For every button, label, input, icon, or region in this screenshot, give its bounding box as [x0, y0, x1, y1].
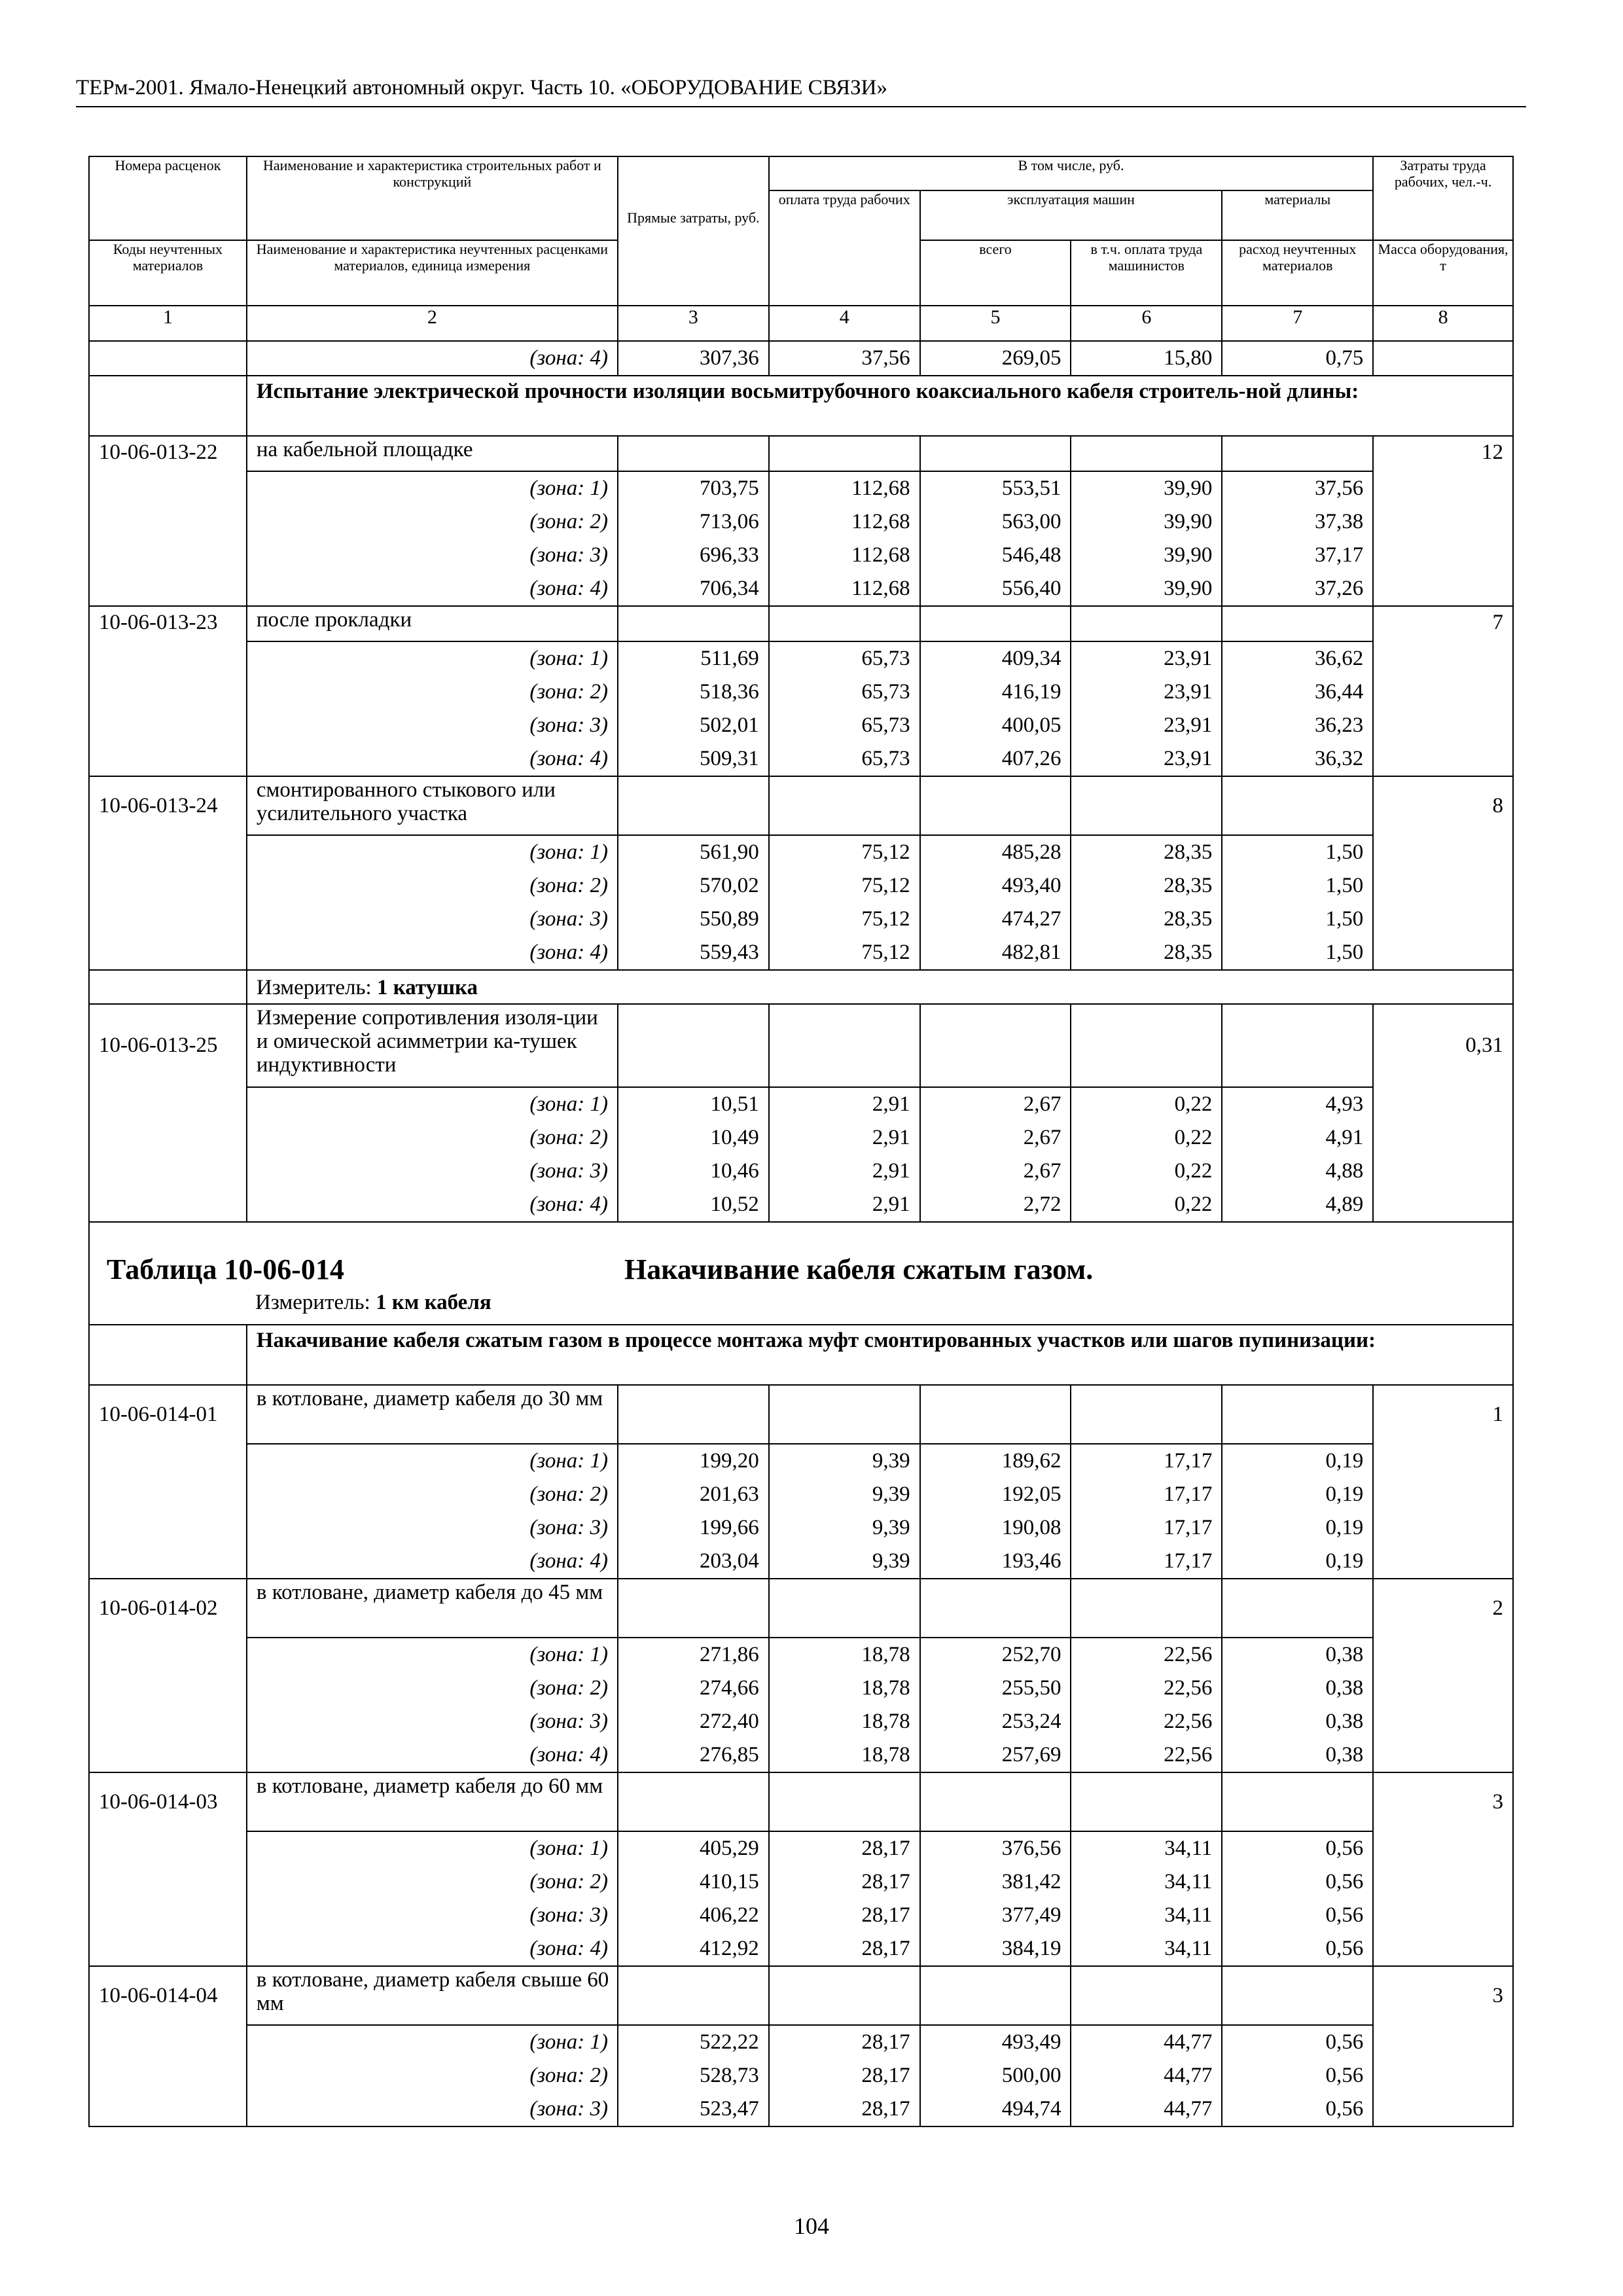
- machines-header: эксплуатация машин: [920, 190, 1222, 240]
- materials-cost: 36,44: [1222, 675, 1373, 709]
- machines-total: 474,27: [920, 903, 1071, 936]
- col5-header: всего: [920, 240, 1071, 306]
- zone-row: [89, 742, 1513, 776]
- machinists-pay: 39,90: [1071, 539, 1222, 572]
- materials-cost: 0,56: [1222, 1831, 1373, 1865]
- materials-cost: 0,19: [1222, 1545, 1373, 1579]
- materials-cost: 37,38: [1222, 505, 1373, 539]
- zone-label: (зона: 3): [247, 1705, 618, 1738]
- rate-code: 10-06-014-01: [89, 1385, 247, 1579]
- labor-pay: 28,17: [769, 2059, 920, 2092]
- machines-total: 482,81: [920, 936, 1071, 970]
- zone-label: (зона: 3): [247, 1155, 618, 1188]
- materials-cost: 0,19: [1222, 1444, 1373, 1478]
- zone-row: [89, 903, 1513, 936]
- rate-title-row: [89, 1004, 1513, 1087]
- zone-label: (зона: 2): [247, 2059, 618, 2092]
- zone-label: (зона: 1): [247, 2025, 618, 2059]
- machinists-pay: 44,77: [1071, 2092, 1222, 2126]
- machines-total: 193,46: [920, 1545, 1071, 1579]
- machinists-pay: 28,35: [1071, 936, 1222, 970]
- labor-pay: 65,73: [769, 641, 920, 675]
- rate-code: 10-06-013-25: [89, 1004, 247, 1222]
- materials-cost: 36,32: [1222, 742, 1373, 776]
- zone-row: [89, 1899, 1513, 1932]
- direct-cost: 703,75: [618, 471, 769, 505]
- zone-label: (зона: 4): [247, 341, 618, 376]
- column-number: 5: [920, 306, 1071, 341]
- direct-cost: 570,02: [618, 869, 769, 903]
- rate-code: 10-06-013-22: [89, 436, 247, 606]
- col2-bottom-header: Наименование и характеристика неучтенных расценками материалов, единица измерения: [247, 240, 618, 306]
- machinists-pay: 34,11: [1071, 1899, 1222, 1932]
- zone-label: (зона: 1): [247, 1831, 618, 1865]
- column-numbers-row: [89, 306, 1513, 341]
- labor-pay: 2,91: [769, 1188, 920, 1222]
- machinists-pay: 39,90: [1071, 572, 1222, 606]
- column-number: 3: [618, 306, 769, 341]
- col2-top-header: Наименование и характеристика строительных работ и конструкций: [247, 156, 618, 240]
- group-header: В том числе, руб.: [769, 156, 1373, 190]
- machines-total: 253,24: [920, 1705, 1071, 1738]
- materials-cost: 1,50: [1222, 936, 1373, 970]
- zone-row: [89, 936, 1513, 970]
- zone-label: (зона: 4): [247, 1188, 618, 1222]
- measure-label: Измеритель:: [256, 976, 377, 999]
- rate-title-row: [89, 1385, 1513, 1444]
- column-number: 1: [89, 306, 247, 341]
- labor-pay: 75,12: [769, 936, 920, 970]
- direct-cost: 199,20: [618, 1444, 769, 1478]
- rate-title-row: [89, 1966, 1513, 2025]
- direct-cost: 511,69: [618, 641, 769, 675]
- zone-row: [89, 1188, 1513, 1222]
- rate-title-row: [89, 606, 1513, 641]
- direct-cost: 713,06: [618, 505, 769, 539]
- labor-cost: 8: [1373, 776, 1513, 970]
- table-title-row: [89, 1222, 1513, 1325]
- machines-total: 400,05: [920, 709, 1071, 742]
- zone-label: (зона: 2): [247, 1672, 618, 1705]
- materials-cost: 1,50: [1222, 869, 1373, 903]
- labor-cost: 12: [1373, 436, 1513, 606]
- zone-row: [89, 471, 1513, 505]
- labor-pay: 28,17: [769, 1831, 920, 1865]
- page-number: 104: [794, 2213, 829, 2239]
- labor-pay: 18,78: [769, 1705, 920, 1738]
- direct-cost: 10,52: [618, 1188, 769, 1222]
- materials-cost: 0,38: [1222, 1672, 1373, 1705]
- section-heading-row: [89, 1325, 1513, 1385]
- page-header: ТЕРм-2001. Ямало-Ненецкий автономный округ. Часть 10. «ОБОРУДОВАНИЕ СВЯЗИ»: [76, 72, 1526, 107]
- materials-cost: 1,50: [1222, 835, 1373, 869]
- rate-name: Измерение сопротивления изоля-ции и омической асимметрии ка-тушек индуктивности: [247, 1004, 618, 1087]
- machinists-pay: 44,77: [1071, 2025, 1222, 2059]
- col8-top-header: Затраты труда рабочих, чел.-ч.: [1373, 156, 1513, 240]
- labor-pay: 9,39: [769, 1444, 920, 1478]
- measure-label: Измеритель:: [255, 1291, 376, 1314]
- labor-pay: 37,56: [769, 341, 920, 376]
- column-number: 8: [1373, 306, 1513, 341]
- machines-total: 485,28: [920, 835, 1071, 869]
- zone-row: [89, 675, 1513, 709]
- zone-row: [89, 505, 1513, 539]
- labor-cost: 2: [1373, 1579, 1513, 1772]
- col6-header: в т.ч. оплата труда машинистов: [1071, 240, 1222, 306]
- machines-total: 546,48: [920, 539, 1071, 572]
- direct-cost: 203,04: [618, 1545, 769, 1579]
- zone-label: (зона: 1): [247, 835, 618, 869]
- machinists-pay: 0,22: [1071, 1155, 1222, 1188]
- zone-label: (зона: 2): [247, 1121, 618, 1155]
- zone-label: (зона: 4): [247, 572, 618, 606]
- labor-pay: 75,12: [769, 835, 920, 869]
- direct-cost: 307,36: [618, 341, 769, 376]
- zone-label: (зона: 4): [247, 1545, 618, 1579]
- materials-cost: 0,56: [1222, 1865, 1373, 1899]
- machines-total: 2,67: [920, 1087, 1071, 1121]
- materials-cost: 0,56: [1222, 1932, 1373, 1966]
- direct-cost: 410,15: [618, 1865, 769, 1899]
- zone-label: (зона: 4): [247, 1738, 618, 1772]
- zone-row: [89, 572, 1513, 606]
- rate-name: в котловане, диаметр кабеля до 60 мм: [247, 1772, 618, 1831]
- zone-row: [89, 1831, 1513, 1865]
- table-number: Таблица 10-06-014: [107, 1253, 344, 1285]
- machines-total: 381,42: [920, 1865, 1071, 1899]
- rate-code: 10-06-014-02: [89, 1579, 247, 1772]
- rate-name: в котловане, диаметр кабеля свыше 60 мм: [247, 1966, 618, 2025]
- zone-label: (зона: 3): [247, 709, 618, 742]
- machines-total: 189,62: [920, 1444, 1071, 1478]
- column-number: 6: [1071, 306, 1222, 341]
- machinists-pay: 44,77: [1071, 2059, 1222, 2092]
- zone-row: [89, 709, 1513, 742]
- machines-total: 377,49: [920, 1899, 1071, 1932]
- rate-name: на кабельной площадке: [247, 436, 618, 471]
- rate-title-row: [89, 436, 1513, 471]
- measure-unit: 1 км кабеля: [376, 1291, 491, 1314]
- labor-pay: 28,17: [769, 1865, 920, 1899]
- zone-row: [89, 1444, 1513, 1478]
- zone-label: (зона: 3): [247, 2092, 618, 2126]
- materials-cost: 36,62: [1222, 641, 1373, 675]
- zone-row: [89, 1511, 1513, 1545]
- direct-cost: 509,31: [618, 742, 769, 776]
- machines-total: 2,67: [920, 1155, 1071, 1188]
- machinists-pay: 34,11: [1071, 1932, 1222, 1966]
- col4-header: оплата труда рабочих: [769, 190, 920, 306]
- rate-title-row: [89, 1579, 1513, 1638]
- machinists-pay: 34,11: [1071, 1831, 1222, 1865]
- machinists-pay: 23,91: [1071, 675, 1222, 709]
- machines-total: 255,50: [920, 1672, 1071, 1705]
- machinists-pay: 17,17: [1071, 1511, 1222, 1545]
- rate-name: в котловане, диаметр кабеля до 30 мм: [247, 1385, 618, 1444]
- zone-row: [89, 2025, 1513, 2059]
- machinists-pay: 0,22: [1071, 1087, 1222, 1121]
- machines-total: 376,56: [920, 1831, 1071, 1865]
- machinists-pay: 17,17: [1071, 1478, 1222, 1511]
- labor-pay: 9,39: [769, 1511, 920, 1545]
- labor-pay: 9,39: [769, 1478, 920, 1511]
- zone-row: [89, 1121, 1513, 1155]
- zone-row: [89, 835, 1513, 869]
- zone-label: (зона: 1): [247, 1444, 618, 1478]
- materials-cost: 4,88: [1222, 1155, 1373, 1188]
- machinists-pay: 23,91: [1071, 641, 1222, 675]
- materials-cost: 0,56: [1222, 2092, 1373, 2126]
- zone-label: (зона: 3): [247, 539, 618, 572]
- zone-row: [89, 641, 1513, 675]
- direct-cost: 201,63: [618, 1478, 769, 1511]
- zone-label: (зона: 2): [247, 675, 618, 709]
- machines-total: 493,40: [920, 869, 1071, 903]
- zone-label: (зона: 2): [247, 1478, 618, 1511]
- table-body: [89, 156, 1513, 2126]
- machines-total: 2,72: [920, 1188, 1071, 1222]
- direct-cost: 550,89: [618, 903, 769, 936]
- zone-row: [89, 1638, 1513, 1672]
- machines-total: 257,69: [920, 1738, 1071, 1772]
- rate-code: 10-06-013-24: [89, 776, 247, 970]
- machinists-pay: 28,35: [1071, 835, 1222, 869]
- materials-cost: 4,89: [1222, 1188, 1373, 1222]
- direct-cost: 274,66: [618, 1672, 769, 1705]
- zone-label: (зона: 1): [247, 641, 618, 675]
- col3-header: Прямые затраты, руб.: [618, 156, 769, 306]
- column-number: 7: [1222, 306, 1373, 341]
- materials-cost: 37,26: [1222, 572, 1373, 606]
- labor-cost: 7: [1373, 606, 1513, 776]
- col8-bottom-header: Масса оборудования, т: [1373, 240, 1513, 306]
- materials-header: материалы: [1222, 190, 1373, 240]
- section-heading-row: [89, 376, 1513, 436]
- machines-total: 416,19: [920, 675, 1071, 709]
- rates-table: [88, 156, 1514, 2127]
- labor-pay: 2,91: [769, 1155, 920, 1188]
- materials-cost: 36,23: [1222, 709, 1373, 742]
- materials-cost: 0,38: [1222, 1638, 1373, 1672]
- zone-row: [89, 1087, 1513, 1121]
- materials-cost: 0,19: [1222, 1478, 1373, 1511]
- labor-cost: 0,31: [1373, 1004, 1513, 1222]
- zone-label: (зона: 3): [247, 1511, 618, 1545]
- zone-row: [89, 1672, 1513, 1705]
- zone-row: [89, 1865, 1513, 1899]
- direct-cost: 502,01: [618, 709, 769, 742]
- direct-cost: 522,22: [618, 2025, 769, 2059]
- machines-total: 384,19: [920, 1932, 1071, 1966]
- direct-cost: 559,43: [618, 936, 769, 970]
- direct-cost: 10,46: [618, 1155, 769, 1188]
- rate-name: в котловане, диаметр кабеля до 45 мм: [247, 1579, 618, 1638]
- machines-total: 2,67: [920, 1121, 1071, 1155]
- machines-total: 190,08: [920, 1511, 1071, 1545]
- col1-bottom-header: Коды неучтенных материалов: [89, 240, 247, 306]
- rate-code: 10-06-014-03: [89, 1772, 247, 1966]
- zone-row: [89, 1738, 1513, 1772]
- machinists-pay: 28,35: [1071, 869, 1222, 903]
- machinists-pay: 23,91: [1071, 709, 1222, 742]
- zone-label: (зона: 2): [247, 869, 618, 903]
- labor-pay: 112,68: [769, 572, 920, 606]
- machinists-pay: 22,56: [1071, 1638, 1222, 1672]
- rate-title-row: [89, 776, 1513, 835]
- zone-row: [89, 1545, 1513, 1579]
- machinists-pay: 34,11: [1071, 1865, 1222, 1899]
- zone-label: (зона: 1): [247, 1087, 618, 1121]
- labor-pay: 65,73: [769, 742, 920, 776]
- labor-cost: 1: [1373, 1385, 1513, 1579]
- zone-label: (зона: 3): [247, 903, 618, 936]
- machinists-pay: 22,56: [1071, 1672, 1222, 1705]
- rate-code: 10-06-014-04: [89, 1966, 247, 2126]
- labor-pay: 28,17: [769, 2092, 920, 2126]
- zone-row: [89, 1155, 1513, 1188]
- zone-label: (зона: 4): [247, 936, 618, 970]
- col1-top-header: Номера расценок: [89, 156, 247, 240]
- rate-name: смонтированного стыкового или усилительного участка: [247, 776, 618, 835]
- table-measure: [255, 1291, 491, 1315]
- labor-pay: 2,91: [769, 1087, 920, 1121]
- labor-pay: 65,73: [769, 675, 920, 709]
- machines-total: 553,51: [920, 471, 1071, 505]
- machinists-pay: 17,17: [1071, 1545, 1222, 1579]
- rate-code: 10-06-013-23: [89, 606, 247, 776]
- direct-cost: 706,34: [618, 572, 769, 606]
- zone-label: (зона: 4): [247, 1932, 618, 1966]
- machinists-pay: 22,56: [1071, 1738, 1222, 1772]
- zone-row: [89, 869, 1513, 903]
- carry-over-row: [89, 341, 1513, 376]
- zone-row: [89, 1478, 1513, 1511]
- materials-cost: 0,75: [1222, 341, 1373, 376]
- machinists-pay: 39,90: [1071, 471, 1222, 505]
- machinists-pay: 22,56: [1071, 1705, 1222, 1738]
- labor-pay: 28,17: [769, 1932, 920, 1966]
- labor-pay: 112,68: [769, 471, 920, 505]
- materials-cost: 0,38: [1222, 1738, 1373, 1772]
- zone-row: [89, 1932, 1513, 1966]
- table-title: Накачивание кабеля сжатым газом.: [624, 1253, 1094, 1285]
- machinists-pay: 17,17: [1071, 1444, 1222, 1478]
- zone-row: [89, 1705, 1513, 1738]
- zone-label: (зона: 1): [247, 471, 618, 505]
- labor-pay: 28,17: [769, 2025, 920, 2059]
- machinists-pay: 28,35: [1071, 903, 1222, 936]
- direct-cost: 10,51: [618, 1087, 769, 1121]
- direct-cost: 271,86: [618, 1638, 769, 1672]
- machinists-pay: 0,22: [1071, 1188, 1222, 1222]
- labor-pay: 9,39: [769, 1545, 920, 1579]
- machines-total: 192,05: [920, 1478, 1071, 1511]
- zone-row: [89, 539, 1513, 572]
- zone-row: [89, 2059, 1513, 2092]
- materials-cost: 0,38: [1222, 1705, 1373, 1738]
- labor-pay: 75,12: [769, 869, 920, 903]
- materials-cost: 37,56: [1222, 471, 1373, 505]
- machines-total: 493,49: [920, 2025, 1071, 2059]
- direct-cost: 10,49: [618, 1121, 769, 1155]
- direct-cost: 276,85: [618, 1738, 769, 1772]
- machines-total: 252,70: [920, 1638, 1071, 1672]
- labor-pay: 28,17: [769, 1899, 920, 1932]
- column-number: 4: [769, 306, 920, 341]
- machinists-pay: 0,22: [1071, 1121, 1222, 1155]
- materials-cost: 4,93: [1222, 1087, 1373, 1121]
- labor-pay: 65,73: [769, 709, 920, 742]
- measure-row: [89, 970, 1513, 1004]
- zone-label: (зона: 2): [247, 505, 618, 539]
- materials-cost: 0,56: [1222, 2059, 1373, 2092]
- machines-total: 563,00: [920, 505, 1071, 539]
- labor-pay: 75,12: [769, 903, 920, 936]
- labor-pay: 18,78: [769, 1738, 920, 1772]
- labor-pay: 112,68: [769, 505, 920, 539]
- zone-label: (зона: 1): [247, 1638, 618, 1672]
- direct-cost: 412,92: [618, 1932, 769, 1966]
- machines-total: 269,05: [920, 341, 1071, 376]
- direct-cost: 199,66: [618, 1511, 769, 1545]
- machinists-pay: 23,91: [1071, 742, 1222, 776]
- materials-cost: 4,91: [1222, 1121, 1373, 1155]
- direct-cost: 528,73: [618, 2059, 769, 2092]
- direct-cost: 561,90: [618, 835, 769, 869]
- direct-cost: 523,47: [618, 2092, 769, 2126]
- materials-cost: 1,50: [1222, 903, 1373, 936]
- section-title: Накачивание кабеля сжатым газом в процессе монтажа муфт смонтированных участков или шагов пупинизации:: [247, 1325, 1513, 1385]
- labor-pay: 18,78: [769, 1638, 920, 1672]
- labor-cost: 3: [1373, 1966, 1513, 2126]
- machines-total: 500,00: [920, 2059, 1071, 2092]
- materials-cost: 0,19: [1222, 1511, 1373, 1545]
- direct-cost: 518,36: [618, 675, 769, 709]
- labor-pay: 2,91: [769, 1121, 920, 1155]
- column-number: 2: [247, 306, 618, 341]
- machines-total: 556,40: [920, 572, 1071, 606]
- labor-pay: 18,78: [769, 1672, 920, 1705]
- labor-cost: 3: [1373, 1772, 1513, 1966]
- zone-label: (зона: 2): [247, 1865, 618, 1899]
- section-title: Испытание электрической прочности изоляции восьмитрубочного коаксиального кабеля строитель-ной длины:: [247, 376, 1513, 436]
- zone-label: (зона: 4): [247, 742, 618, 776]
- zone-row: [89, 2092, 1513, 2126]
- zone-label: (зона: 3): [247, 1899, 618, 1932]
- materials-cost: 37,17: [1222, 539, 1373, 572]
- direct-cost: 405,29: [618, 1831, 769, 1865]
- col7-header: расход неучтенных материалов: [1222, 240, 1373, 306]
- direct-cost: 406,22: [618, 1899, 769, 1932]
- machinists-pay: 39,90: [1071, 505, 1222, 539]
- machines-total: 494,74: [920, 2092, 1071, 2126]
- materials-cost: 0,56: [1222, 2025, 1373, 2059]
- rate-name: после прокладки: [247, 606, 618, 641]
- materials-cost: 0,56: [1222, 1899, 1373, 1932]
- machines-total: 409,34: [920, 641, 1071, 675]
- rate-title-row: [89, 1772, 1513, 1831]
- labor-pay: 112,68: [769, 539, 920, 572]
- direct-cost: 696,33: [618, 539, 769, 572]
- direct-cost: 272,40: [618, 1705, 769, 1738]
- measure-unit: 1 катушка: [376, 976, 478, 999]
- machines-total: 407,26: [920, 742, 1071, 776]
- machinists-pay: 15,80: [1071, 341, 1222, 376]
